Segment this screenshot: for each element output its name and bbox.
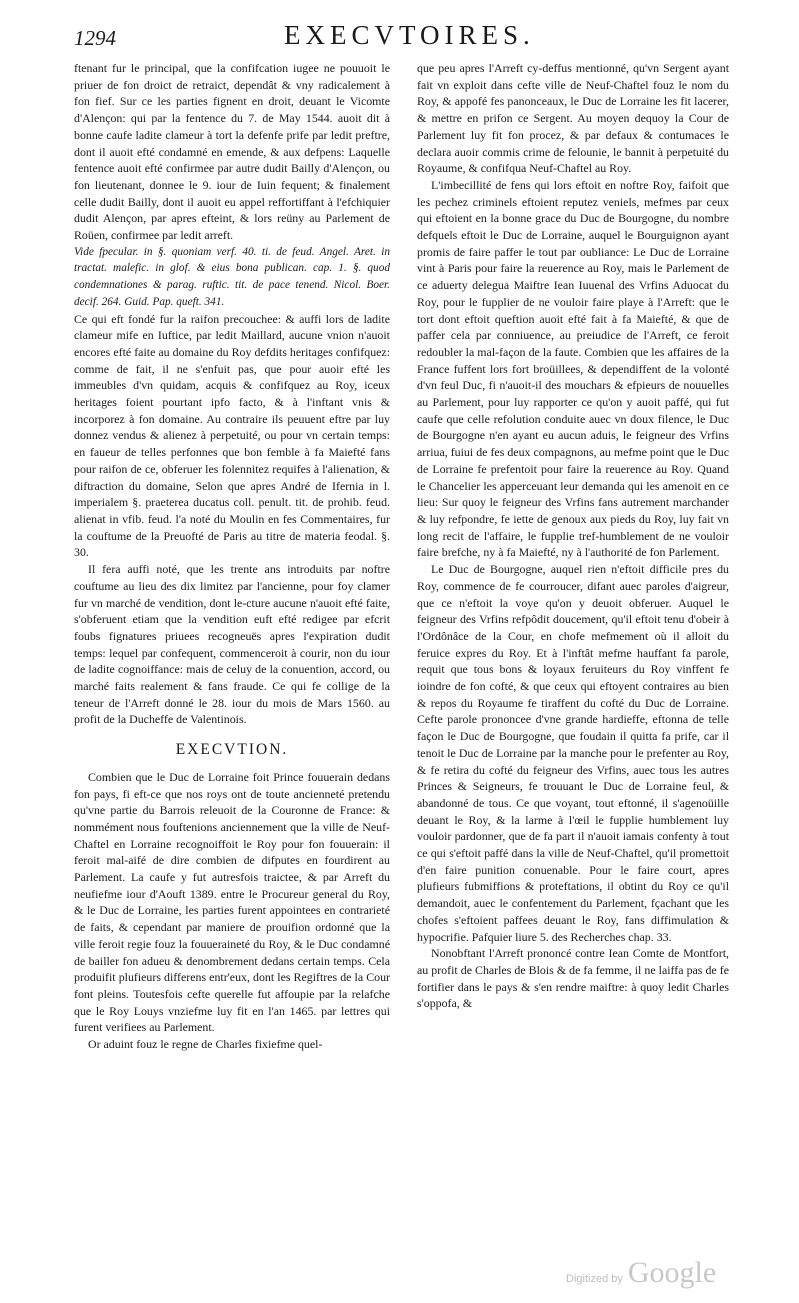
paragraph: Combien que le Duc de Lorraine foit Prince fouuerain dedans fon pays, fi eft-ce que nos roys ont de toute ancienneté pretendu qu'vne partie du Barrois releuoit de la Couronne de France: & nommément nous fouftenions anciennement que la ville de Neuf-Chaftel en Lorraine recognoiffoit le Roy pour fon fouuerain: il feroit mal-aifé de dire combien de difputes en fourdirent au Parlement. La caufe y fut autresfois traictee, & par Arreft du neufiefme iour d'Aouft 1389. entre le Procureur general du Roy, & le Duc de Lorraine, les parties furent appointees en contrarieté de faits, & cependant par maniere de prouifion ordonné que la ville feroit regie fouz la fouueraineté du Roy, & le Duc condamné de bailler fon adueu & denombrement dedans certain temps. Cela produifit plufieurs differens entr'eux, dont les Regiftres de la Cour font pleins. Toutesfois cefte querelle fut affoupie par la relafche que le Roy Louys vnziefme luy fit en l'an 1465. par lettres qui furent verifiees au Parlement. bbox=[74, 769, 390, 1035]
section-heading: EXECVTION. bbox=[175, 741, 289, 759]
citation-paragraph: Vide fpecular. in §. quoniam verf. 40. ti. de feud. Angel. Aret. in tractat. malefic. in glof. & eius bona publican. cap. 1. §. quod condemnationes & parag. ruftic. tit. de pace tenend. Nicol. Boer. decif. 264. Guid. Pap. queft. 341. bbox=[74, 245, 390, 308]
paragraph: Il fera auffi noté, que les trente ans introduits par noftre couftume au lieu des dix limitez par l'ancienne, pour foy clamer fur vn marché de vendition, dont le-cture aucune n'auoit efté faite, s'obferuent etiam que la vendition euft efté redigee par efcrit foubs fignatures priuees recogneuës apres l'expiration dudit temps: lequel par confequent, commenceroit à courir, non du iour de ladite cognoiffance: mais de celuy de la conuention, accord, ou marché faits realement & fans fraude. Ce qui fe collige de la teneur de l'Arreft donné le 28. iour du mois de Mars 1560. au profit de la Ducheffe de Valentinois. bbox=[74, 562, 390, 727]
running-title: EXECVTOIRES. bbox=[284, 20, 535, 50]
paragraph: ftenant fur le principal, que la confifcation iugee ne pouuoit le priuer de fon droict de retraict, dependât & vny radicalement à fon fief. Sur ce les parties fignent en droit, deuant le Vicomte d'Alençon: qui par la fentence du 7. de May 1544. auoit dit à bonne caufe ladite clameur à tort la defenfe prife par ledit preftre, dont il auoit efté condamné en emende, & aux defpens: Laquelle fentence auoit efté confirmee par autre dudit Bailly d'Alençon, ou fon lieutenant, donnee le 9. iour de Iuin fequent; & finalement celle dudit Bailly, dont il auoit eu appel reffortiffant à l'efchiquier dudit Alençon, par apres efteint, & lors reüny au Parlement de Roüen, confirmee par ledit arreft. bbox=[74, 61, 390, 243]
paragraph: Ce qui eft fondé fur la raifon precouchee: & auffi lors de ladite clameur mife en Iuftice, par ledit Maillard, aucune vnion n'auoit encores efté faite au domaine du Roy defdits heritages confifquez: comme de fait, il ne s'enfuit pas, que pour auoir efté les immeubles d'vn quidam, acquis & confifquez au Roy, iceux heritages foient pourtant ipfo facto, & à l'inftant vnis & incorporez à fon domaine. Au contraire ils peuuent eftre par luy donnez vendus & alienez à perpetuité, ou pour vn certain temps: en faueur de telles perfonnes que bon femble à fa Maiefté fans pour raifon de ce, obferuer les folennitez requifes à l'alienation, & diftraction du domaine, Selon que apres André de Ifernia in l. imperialem §. praeterea ducatus coll. penult. tit. de prohib. feud. alienat in vfib. feud. l'a noté du Moulin en fes Commentaires, fur la couftume de la Preuofté de Paris au titre de materia feodal. §. 30. bbox=[74, 311, 390, 560]
right-column bbox=[417, 60, 729, 1012]
google-logo: Google bbox=[627, 1256, 717, 1289]
paragraph: Or aduint fouz le regne de Charles fixiefme quel- bbox=[88, 1037, 323, 1052]
page-header bbox=[74, 20, 734, 54]
page-number: 1294 bbox=[74, 26, 116, 50]
paragraph: L'imbecillité de fens qui lors eftoit en noftre Roy, faifoit que les pechez criminels eftoient reputez veniels, mefmes par ceux qui eftoient en la bonne grace du Duc de Bourgogne, du nombre defquels eftoit le Duc de Lorraine, auquel le Bourguignon ayant promis de faire paffer le tout par oubliance: Le Duc de Lorraine vint à Paris pour faire la reuerence au Roy, mais le Parlement de ce aduerty delegua Maiftre Iean Iuuenal des Vrfins Aduocat du Roy, pour le fupplier de ne vouloir faire playe à l'Arreft: que le tort dont eftoit queftion auoit efté fait à fa Maiefté, & que de paffer cela par conniuence, au preiudice de l'Arreft, ce feroit redoubler la mal-façon de la faute. Combien que les affaires de la France fuffent lors fort broüillees, & dependiffent de la volonté d'vn feul Duc, fi n'auoit-il des mouchars & efpieurs de nouuelles au Parlement, pour luy rapporter ce qu'on y auoit paffé, qui fut caufe que celle refolution conduite auec vn doux filence, le Duc de Bourgogne n'en ayant eu aucun aduis, le feigneur des Vrfins arriua, fuiui de fes deux compagnons, au mefme point que le Duc de Lorraine fe prefentoit pour faire la reuerence au Roy. Quand le Chancelier les apperceuant leur demanda qui les amenoit en ce lieu: Sur quoy le feigneur des Vrfins fans autrement marchander & luy refpondre, fe iette de genoux aux pieds du Roy, luy fait vn long recit de l'affaire, le fupplie tref-humblement de ne vouloir faire brefche, ny à fa Maiefté, ny à l'authorité de fon Parlement. bbox=[417, 177, 729, 560]
paragraph: que peu apres l'Arreft cy-deffus mentionné, qu'vn Sergent ayant fait vn exploit dans cefte ville de Neuf-Chaftel fouz le nom du Roy, & appofé fes panonceaux, le Duc de Lorraine les fit lacerer, & mettre en prifon ce Sergent. Au moyen dequoy la Cour de Parlement luy fit fon procez, & par defaux & contumaces le declara auoir commis crime de felounie, le bannit à perpetuité du Royaume, & confifqua Neuf-Chaftel au Roy. bbox=[417, 61, 729, 176]
paragraph: Le Duc de Bourgogne, auquel rien n'eftoit difficile pres du Roy, commence de fe courroucer, difant auec paroles d'aigreur, que ce n'eftoit la voye qu'on y deuoit obferuer. Auquel le feigneur des Vrfins refpôdit doucement, qu'il eftoit tenu d'obeir à l'Ordônâce de la Cour, en chofe mefmement où il alloit du feruice expres du Roy. Et à l'inftât mefme hauffant fa parole, requit que tous bons & loyaux feruiteurs du Roy vinffent fe ioindre de fon cofté, & que ceux qui eftoyent contraires au bien & repos du Royaume fe tiraffent du cofté du Duc de Lorraine. Cefte parole prononcee d'vne grande hardieffe, eftonna de telle façon le Duc de Bourgogne, que foudain il quitta fa prife, car il tenoit le Duc de Lorraine par la manche pour le prefenter au Roy, & fe retira du cofté du feigneur des Vrfins, auec tous les autres Princes & Seigneurs, fe trouuant le Duc de Lorraine feul, & abandonné de tous. Ce que voyant, tout eftonné, il s'agenoüille deuant le Roy, & la larme à l'œil le fupplie humblement luy vouloir pardonner, que de fa part il n'auoit iamais confenty à tout ce qui s'eftoit paffé dans la ville de Neuf-Chaftel, qu'il promettoit d'en faire punition conuenable. Pour le faire court, apres plufieurs fubmiffions & proteftations, il obtint du Roy ce qu'il demandoit, auec le confentement du Parlement, fçachant que les chofes s'eftoient paffees deuant le Roy, fans diffimulation & hypocrifie. Pafquier liure 5. des Recherches chap. 33. bbox=[417, 562, 729, 944]
left-column bbox=[74, 60, 390, 1053]
paragraph: Nonobftant l'Arreft prononcé contre Iean Comte de Montfort, au profit de Charles de Blois & de fa femme, il ne laiffa pas de fe fortifier dans le pays & s'en rendre maiftre: à quoy ledit Charles s'oppofa, & bbox=[417, 946, 729, 1011]
watermark-prefix: Digitized by bbox=[566, 1273, 623, 1285]
digitized-by-watermark bbox=[566, 1256, 716, 1290]
